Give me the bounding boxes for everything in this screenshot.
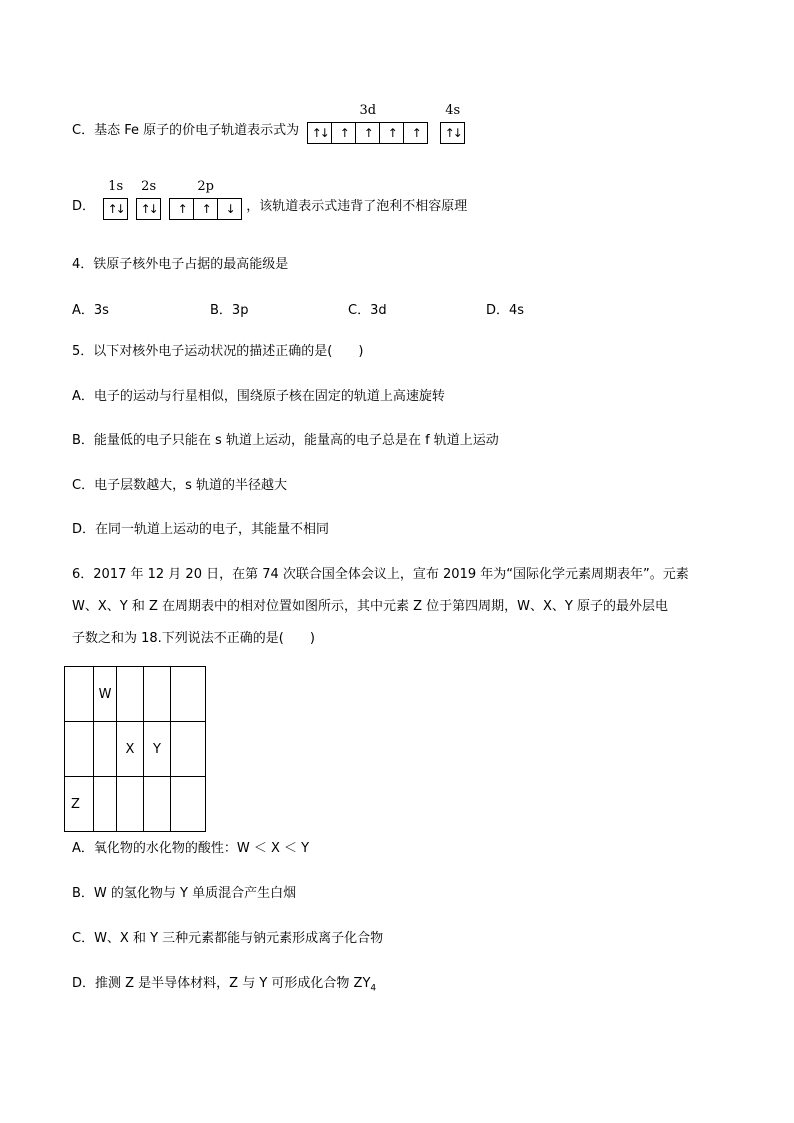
- table-cell: [171, 722, 206, 777]
- table-cell: [94, 722, 117, 777]
- q3-option-c-text: C．基态 Fe 原子的价电子轨道表示式为: [72, 123, 300, 138]
- orbital-label: 1s: [108, 179, 124, 194]
- table-cell: [171, 777, 206, 832]
- q5-option-d: D．在同一轨道上运动的电子，其能量不相同: [72, 522, 330, 537]
- orbital-group-2p: [169, 180, 242, 220]
- orbital-label: 2p: [197, 179, 214, 194]
- q6-option-c: C．W、X 和 Y 三种元素都能与钠元素形成离子化合物: [72, 931, 384, 946]
- table-cell: Z: [65, 777, 94, 832]
- table-cell: Y: [144, 722, 171, 777]
- q6-option-d-text: D．推测 Z 是半导体材料，Z 与 Y 可形成化合物 ZY: [72, 976, 371, 991]
- fe-orbital-diagram: [303, 104, 465, 144]
- q4-option-c: C．3d: [348, 303, 387, 318]
- q4-option-a: A．3s: [72, 303, 109, 318]
- orbital-box: ↑↓: [107, 202, 124, 216]
- orbital-group-2s: [136, 180, 161, 220]
- orbital-group-4s: [440, 104, 465, 144]
- orbital-box: ↑: [193, 199, 217, 219]
- orbital-boxes: [307, 122, 428, 144]
- table-row: [65, 667, 206, 722]
- orbital-label: 4s: [445, 103, 461, 118]
- orbital-boxes: [440, 122, 465, 144]
- orbital-box: ↑: [177, 202, 186, 216]
- table-cell: [65, 667, 94, 722]
- orbital-box: ↑↓: [311, 126, 328, 140]
- orbital-box: ↑: [331, 123, 355, 143]
- orbital-boxes: [136, 198, 161, 220]
- orbital-group-3d: [307, 104, 428, 144]
- table-row: [65, 722, 206, 777]
- table-cell: W: [94, 667, 117, 722]
- subscript: 4: [370, 983, 377, 994]
- orbital-label: 2s: [141, 179, 157, 194]
- q3-option-d-text: ，该轨道表示式违背了泡利不相容原理: [246, 199, 468, 214]
- table-cell: [144, 777, 171, 832]
- q5-option-a: A．电子的运动与行星相似，围绕原子核在固定的轨道上高速旋转: [72, 389, 445, 404]
- q5-option-c: C．电子层数越大，s 轨道的半径越大: [72, 478, 287, 493]
- orbital-box: ↑: [379, 123, 403, 143]
- table-cell: [117, 777, 144, 832]
- orbital-box: ↑: [355, 123, 379, 143]
- q4-stem: 4．铁原子核外电子占据的最高能级是: [72, 257, 289, 272]
- table-row: [65, 777, 206, 832]
- orbital-boxes: [169, 198, 242, 220]
- q6-stem-line-1: 6．2017 年 12 月 20 日，在第 74 次联合国全体会议上，宣布 2019 年为“国际化学元素周期表年”。元素: [72, 567, 689, 582]
- q6-option-a: A．氧化物的水化物的酸性：W ＜ X ＜ Y: [72, 841, 310, 856]
- q6-stem-line-2: W、X、Y 和 Z 在周期表中的相对位置如图所示，其中元素 Z 位于第四周期，W、X、Y 原子的最外层电: [72, 599, 669, 614]
- table-cell: [144, 667, 171, 722]
- q6-stem-line-3: 子数之和为 18.下列说法不正确的是( ): [72, 631, 315, 646]
- orbital-label: 3d: [359, 103, 377, 118]
- orbital-box: ↑: [403, 123, 427, 143]
- q5-option-b: B．能量低的电子只能在 s 轨道上运动，能量高的电子总是在 f 轨道上运动: [72, 433, 499, 448]
- orbital-box: ↑↓: [140, 202, 157, 216]
- q4-option-d: D．4s: [486, 303, 525, 318]
- table-cell: [117, 667, 144, 722]
- orbital-box: ↓: [217, 199, 241, 219]
- q3-option-d: [72, 180, 467, 220]
- table-cell: [65, 722, 94, 777]
- orbital-box: ↑↓: [444, 126, 461, 140]
- q6-option-b: B．W 的氢化物与 Y 单质混合产生白烟: [72, 886, 297, 901]
- q6-option-d: [72, 975, 376, 998]
- table-cell: [94, 777, 117, 832]
- table-cell: [171, 667, 206, 722]
- orbital-group-1s: [103, 180, 128, 220]
- q5-stem: 5．以下对核外电子运动状况的描述正确的是( ): [72, 344, 364, 359]
- table-cell: X: [117, 722, 144, 777]
- orbital-boxes: [103, 198, 128, 220]
- q3-option-c: [72, 104, 465, 144]
- q4-option-b: B．3p: [210, 303, 249, 318]
- q3-option-d-label: D．: [72, 199, 96, 214]
- orbital-diagram-d: [99, 180, 242, 220]
- periodic-table-fragment: [64, 666, 206, 832]
